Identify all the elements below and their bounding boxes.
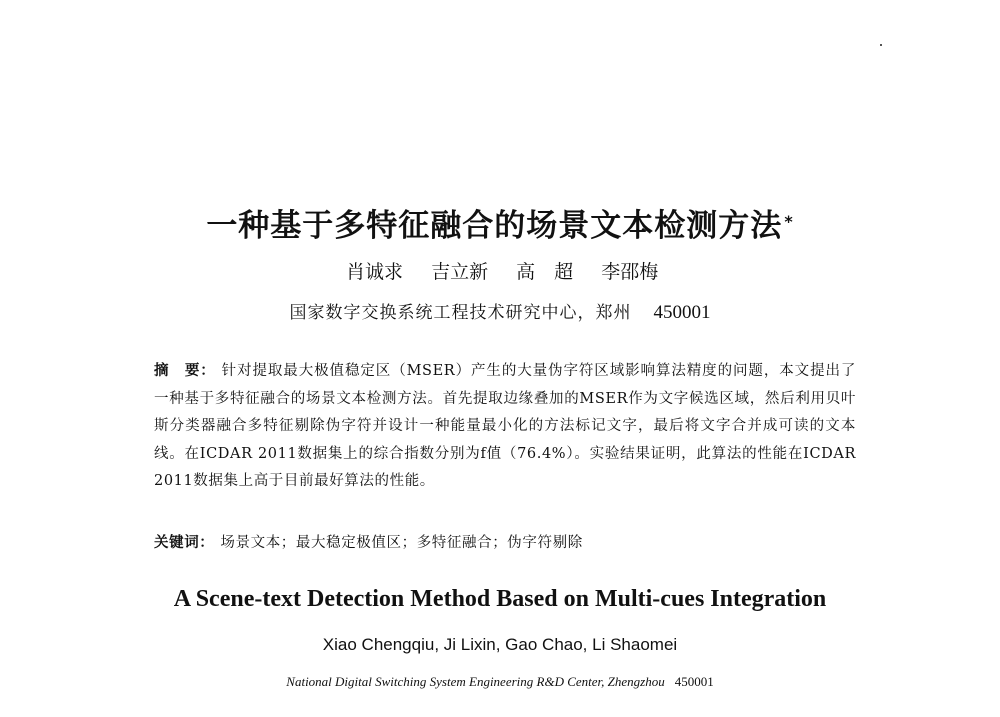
abstract bbox=[154, 358, 856, 496]
keywords-label: 关键词： bbox=[154, 535, 215, 551]
abstract-text: 针对提取最大极值稳定区（MSER）产生的大量伪字符区域影响算法精度的问题，本文提出了一种基于多特征融合的场景文本检测方法。首先提取边缘叠加的MSER作为文字候选区域，然后利用贝叶斯分类器融合多特征剔除伪字符并设计一种能量最小化的方法标记文字，最后将文字合并成可读的文本线。在ICDAR 2011数据集上的综合指数分别为f值（76.4%）。实验结果证明，此算法的性能在ICDAR 2011数据集上高于目前最好算法的性能。 bbox=[154, 363, 856, 489]
abstract-label: 摘 要： bbox=[154, 363, 216, 379]
keywords-text: 场景文本；最大稳定极值区；多特征融合；伪字符剔除 bbox=[220, 535, 583, 551]
chinese-affiliation bbox=[0, 300, 1000, 326]
scan-speck bbox=[880, 44, 882, 46]
title-footnote-mark: * bbox=[784, 212, 794, 231]
chinese-affiliation-text: 国家数字交换系统工程技术研究中心，郑州 bbox=[289, 303, 632, 323]
author-3: 高 超 bbox=[516, 261, 574, 283]
author-4: 李邵梅 bbox=[601, 261, 659, 283]
english-zip-code: 450001 bbox=[674, 674, 714, 689]
keywords bbox=[154, 530, 856, 556]
english-affiliation bbox=[0, 672, 1000, 692]
chinese-authors bbox=[346, 259, 680, 285]
english-authors: Xiao Chengqiu, Ji Lixin, Gao Chao, Li Shaomei bbox=[322, 635, 678, 654]
author-2: 吉立新 bbox=[431, 261, 489, 283]
english-title: A Scene-text Detection Method Based on Multi-cues Integration bbox=[173, 586, 827, 612]
english-affiliation-text: National Digital Switching System Engineering R&D Center, Zhengzhou bbox=[286, 674, 665, 689]
chinese-zip-code: 450001 bbox=[653, 302, 711, 323]
chinese-title-text: 一种基于多特征融合的场景文本检测方法 bbox=[206, 208, 783, 244]
author-1: 肖诚求 bbox=[346, 261, 404, 283]
chinese-title bbox=[0, 206, 1000, 246]
